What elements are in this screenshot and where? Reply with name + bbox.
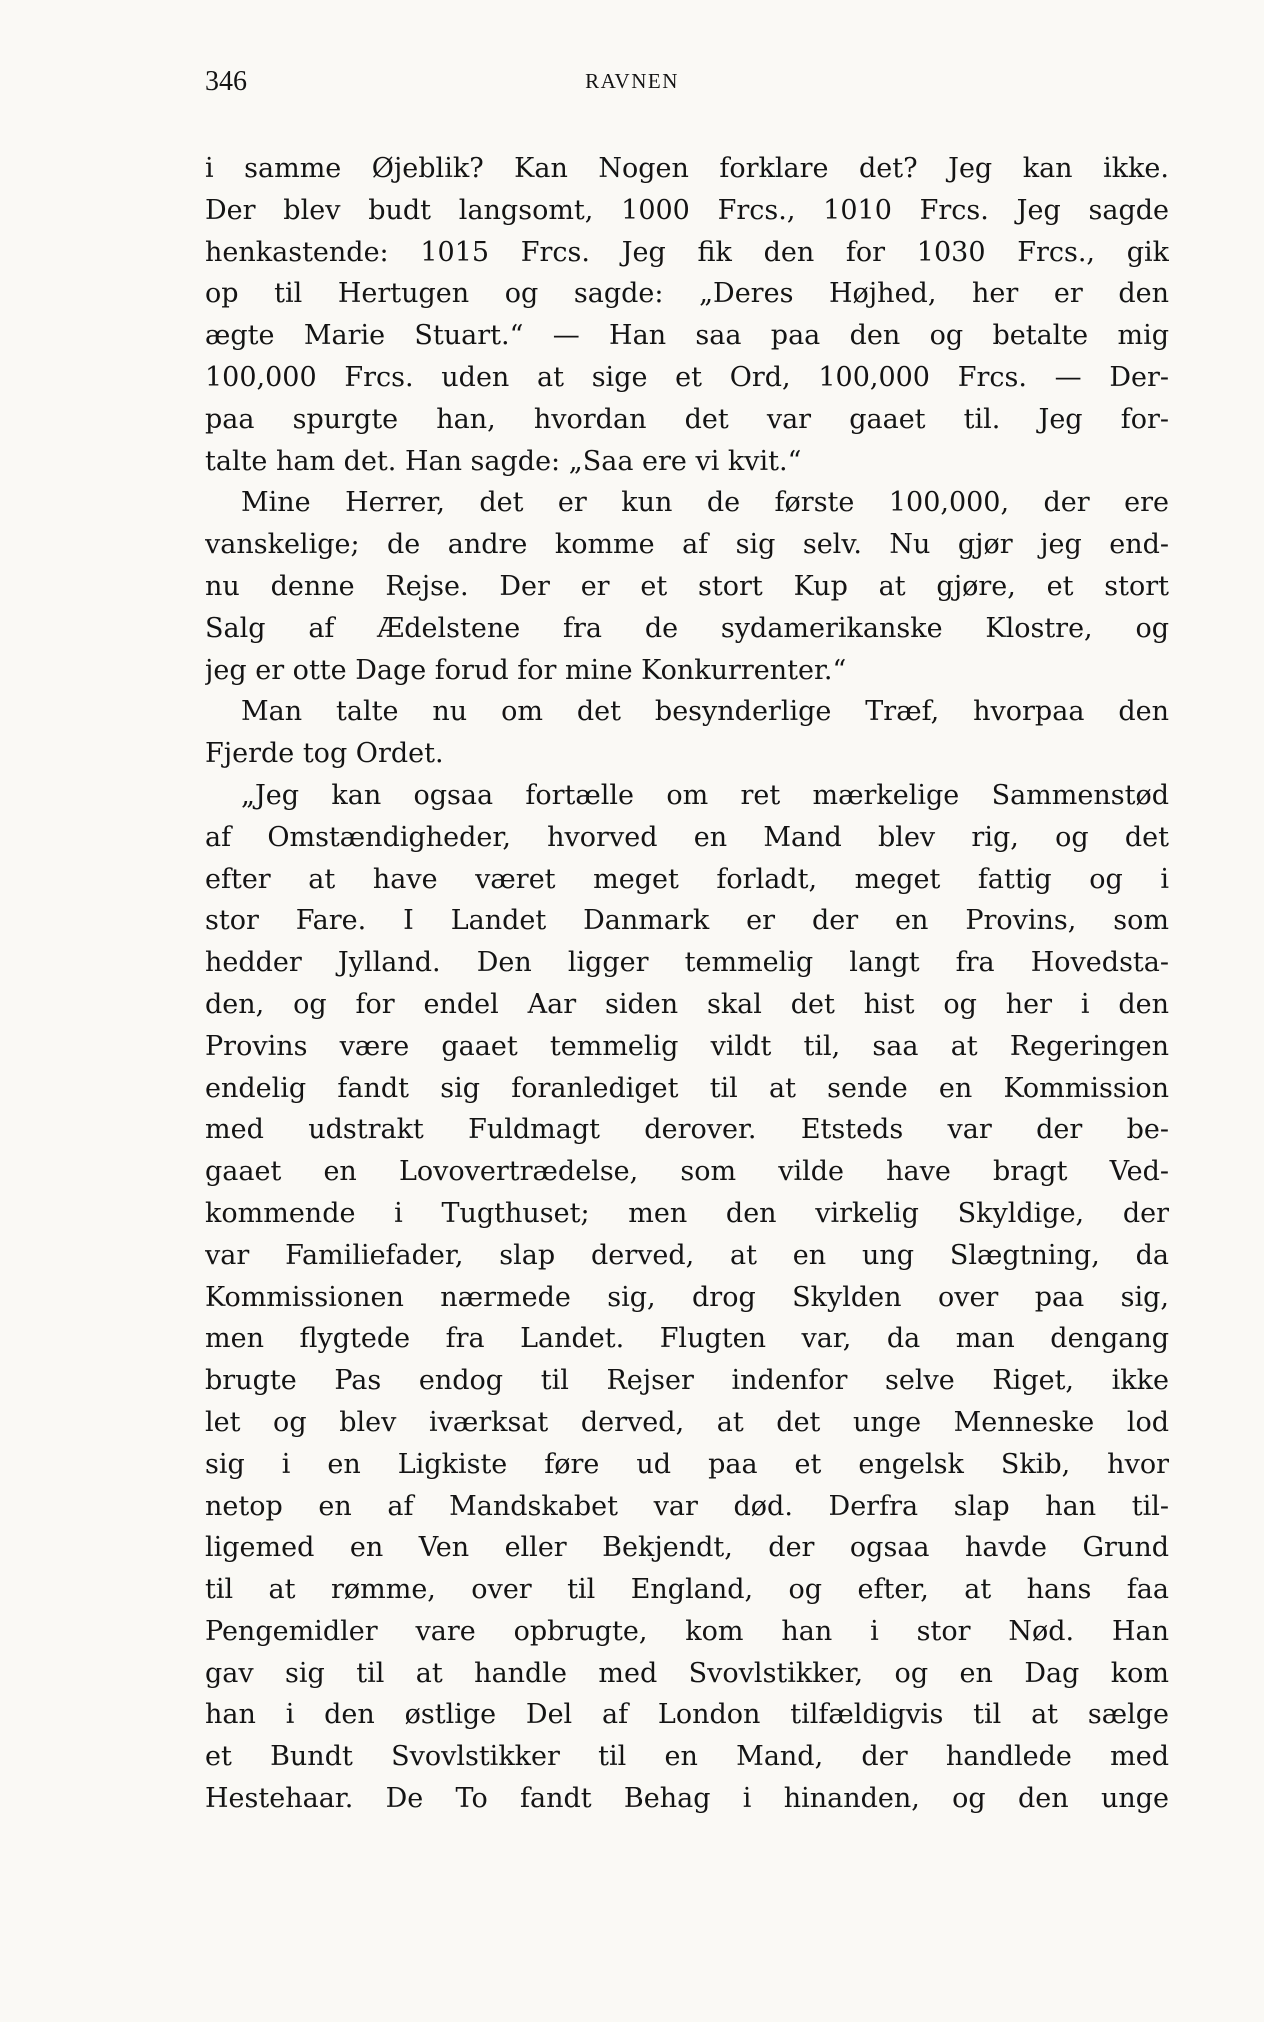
text-line: Mine Herrer, det er kun de første 100,000, der ere	[241, 487, 1169, 519]
text-line: op til Hertugen og sagde: „Deres Højhed, her er den	[205, 278, 1169, 310]
text-line: med udstrakt Fuldmagt derover. Etsteds var der be-	[205, 1114, 1169, 1146]
text-line: gaaet en Lovovertrædelse, som vilde have bragt Ved-	[205, 1156, 1169, 1188]
text-line: til at rømme, over til England, og efter, at hans faa	[205, 1574, 1169, 1606]
text-line: kommende i Tugthuset; men den virkelig Skyldige, der	[205, 1197, 1169, 1229]
text-line: ligemed en Ven eller Bekjendt, der ogsaa havde Grund	[205, 1532, 1169, 1564]
text-line: „Jeg kan ogsaa fortælle om ret mærkelige Sammenstød	[241, 779, 1169, 811]
text-line: ægte Marie Stuart.“ — Han saa paa den og betalte mig	[205, 320, 1169, 352]
text-line: let og blev iværksat derved, at det unge Menneske lod	[205, 1406, 1169, 1438]
text-line: den, og for endel Aar siden skal det hist og her i den	[205, 988, 1169, 1020]
text-line: i samme Øjeblik? Kan Nogen forklare det? Jeg kan ikke.	[205, 153, 1169, 184]
text-line: sig i en Ligkiste føre ud paa et engelsk Skib, hvor	[205, 1448, 1169, 1480]
text-line: 100,000 Frcs. uden at sige et Ord, 100,000 Frcs. — Der-	[205, 361, 1169, 393]
text-line: gav sig til at handle med Svovlstikker, og en Dag kom	[205, 1657, 1169, 1689]
text-line: henkastende: 1015 Frcs. Jeg fik den for 1030 Frcs., gik	[205, 236, 1169, 268]
text-line: han i den østlige Del af London tilfældigvis til at sælge	[205, 1699, 1169, 1731]
text-line: Salg af Ædelstene fra de sydamerikanske Klostre, og	[205, 612, 1169, 644]
text-line: Der blev budt langsomt, 1000 Frcs., 1010 Frcs. Jeg sagde	[205, 194, 1169, 226]
text-line: endelig fandt sig foranlediget til at sende en Kommission	[205, 1072, 1169, 1104]
text-line: Provins være gaaet temmelig vildt til, saa at Regeringen	[205, 1030, 1169, 1062]
text-line: af Omstændigheder, hvorved en Mand blev rig, og det	[205, 821, 1169, 853]
text-line: talte ham det. Han sagde: „Saa ere vi kvit.“	[205, 445, 802, 477]
text-line: men flygtede fra Landet. Flugten var, da man dengang	[205, 1323, 1169, 1355]
text-line: stor Fare. I Landet Danmark er der en Provins, som	[205, 905, 1169, 937]
text-line: Kommissionen nærmede sig, drog Skylden over paa sig,	[205, 1281, 1169, 1313]
text-line: et Bundt Svovlstikker til en Mand, der handlede med	[205, 1741, 1169, 1773]
text-line: brugte Pas endog til Rejser indenfor selve Riget, ikke	[205, 1365, 1169, 1397]
text-line: vanskelige; de andre komme af sig selv. Nu gjør jeg end-	[205, 529, 1169, 561]
text-line: paa spurgte han, hvordan det var gaaet til. Jeg for-	[205, 403, 1169, 435]
text-line: jeg er otte Dage forud for mine Konkurrenter.“	[205, 654, 847, 686]
text-line: Man talte nu om det besynderlige Træf, hvorpaa den	[241, 696, 1169, 728]
text-line: efter at have været meget forladt, meget fattig og i	[205, 863, 1169, 895]
text-line: hedder Jylland. Den ligger temmelig langt fra Hovedsta-	[205, 947, 1169, 979]
text-line: netop en af Mandskabet var død. Derfra slap han til-	[205, 1490, 1169, 1522]
page-number: 346	[205, 66, 247, 97]
text-line: Fjerde tog Ordet.	[205, 738, 444, 770]
running-title: RAVNEN	[585, 69, 679, 93]
body-text	[205, 148, 1169, 1820]
text-line: Pengemidler vare opbrugte, kom han i stor Nød. Han	[205, 1615, 1169, 1647]
text-line: var Familiefader, slap derved, at en ung Slægtning, da	[205, 1239, 1169, 1271]
text-line: Hestehaar. De To fandt Behag i hinanden, og den unge	[205, 1783, 1169, 1815]
text-line: nu denne Rejse. Der er et stort Kup at gjøre, et stort	[205, 570, 1169, 602]
